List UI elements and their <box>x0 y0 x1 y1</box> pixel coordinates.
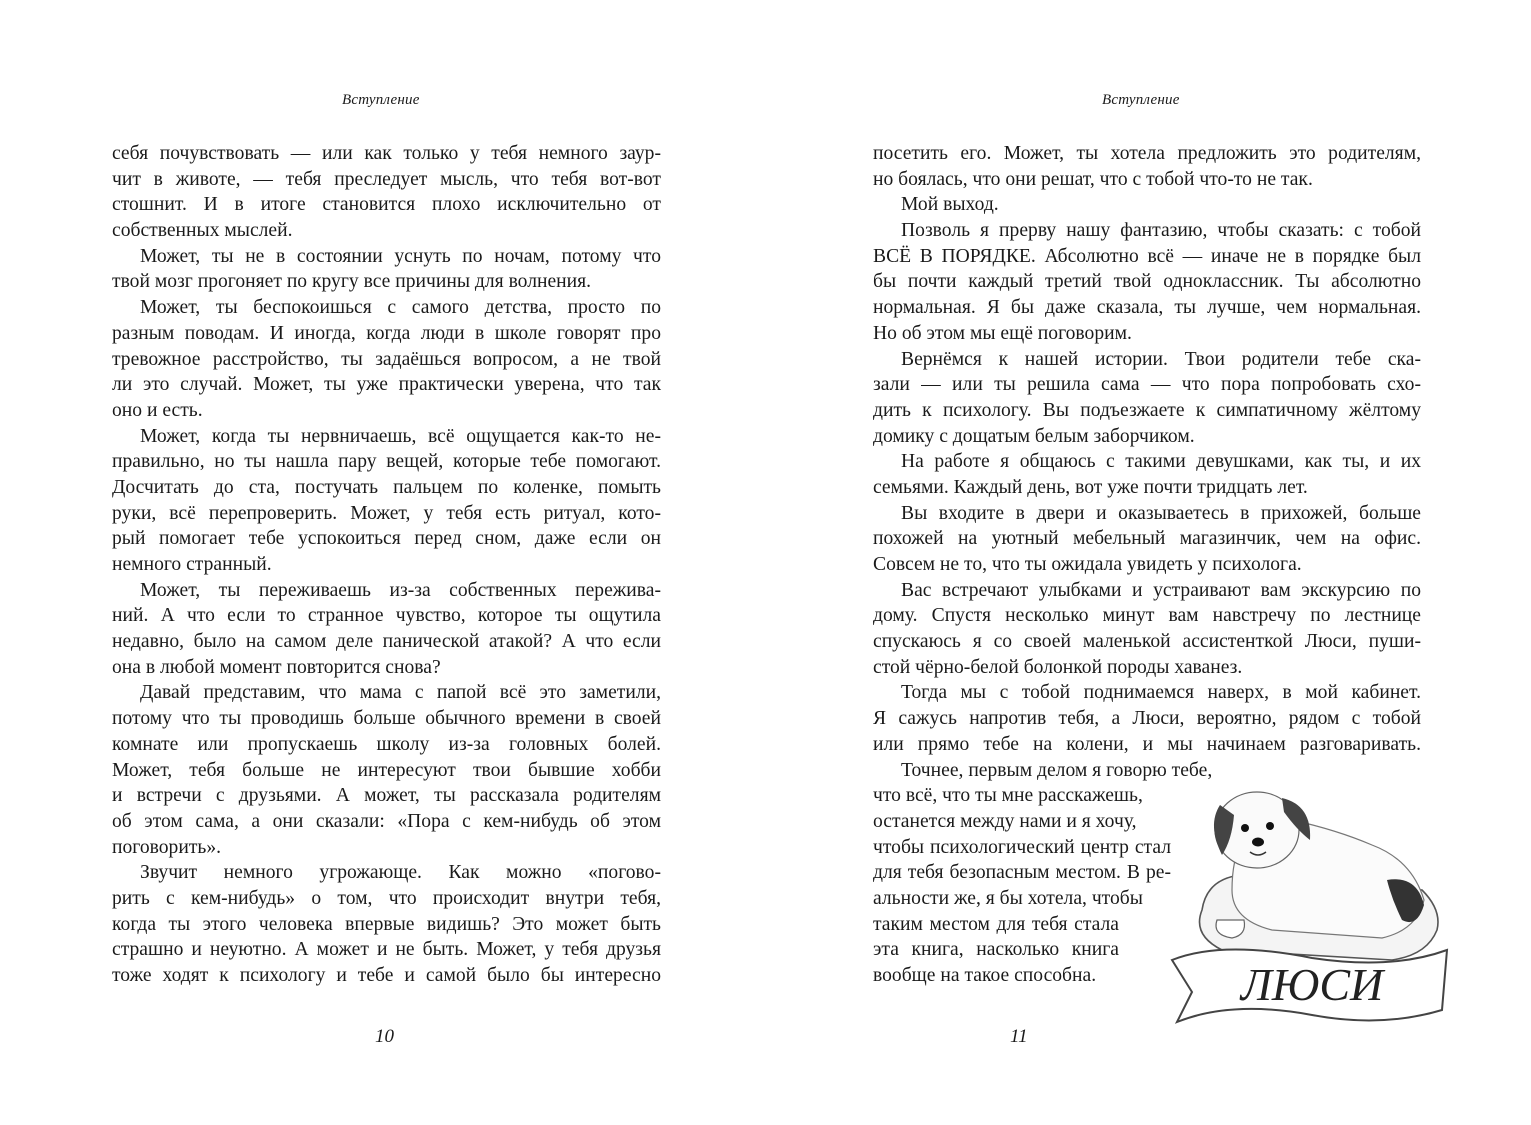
text-line: На работе я общаюсь с такими девушками, как ты, и их <box>901 451 1421 473</box>
dog-eye <box>1241 824 1249 832</box>
running-head-left: Вступление <box>342 92 420 108</box>
text-line: оно и есть. <box>112 399 203 421</box>
text-line: собственных мыслей. <box>112 220 293 242</box>
text-line: зали — или ты решила сама — что пора попробовать схо- <box>873 374 1421 396</box>
text-line: вообще на такое способна. <box>873 965 1097 986</box>
dog-illustration <box>1162 760 1462 1060</box>
text-line: останется между нами и я хочу, <box>873 810 1137 832</box>
text-line: комнате или пропускаешь школу из-за головных болей. <box>112 733 661 755</box>
text-line: она в любой момент повторится снова? <box>112 656 441 678</box>
text-line: тоже ходят к психологу и тебе и самой было бы интересно <box>112 965 661 986</box>
text-line: рить с кем-нибудь» о том, что происходит внутри тебя, <box>112 887 661 909</box>
text-line: Совсем не то, что ты ожидала увидеть у психолога. <box>873 554 1302 575</box>
text-line: дить к психологу. Вы подъезжаете к симпатичному жёлтому <box>873 399 1421 421</box>
text-line: Позволь я прерву нашу фантазию, чтобы сказать: с тобой <box>901 220 1421 242</box>
text-line: похожей на уютный мебельный магазинчик, чем на офис. <box>873 528 1421 550</box>
text-line: рый помогает тебе успокоиться перед сном, даже если он <box>112 528 661 550</box>
text-line: таким местом для тебя стала <box>873 913 1119 935</box>
left-page-text <box>112 141 661 989</box>
text-line: чит в животе, — тебя преследует мысль, что тебя вот-вот <box>112 168 661 190</box>
text-line: Тогда мы с тобой поднимаемся наверх, в мой кабинет. <box>901 682 1421 704</box>
text-line: чтобы психологический центр стал <box>873 836 1171 858</box>
text-line: когда ты этого человека впервые видишь? Это может быть <box>112 913 661 935</box>
dog-nose <box>1252 838 1264 847</box>
text-line: Давай представим, что мама с папой всё это заметили, <box>140 682 661 704</box>
text-line: домику с дощатым белым заборчиком. <box>873 425 1195 447</box>
text-line: посетить его. Может, ты хотела предложить это родителям, <box>873 143 1421 164</box>
text-line: что всё, что ты мне расскажешь, <box>873 785 1143 807</box>
wrap-around-text <box>873 758 1213 989</box>
text-line: немного странный. <box>112 554 272 575</box>
text-line: Может, тебя больше не интересуют твои бывшие хобби <box>112 759 661 781</box>
page-number-left: 10 <box>375 1026 394 1047</box>
text-line: тревожное расстройство, ты задаёшься вопросом, а не твой <box>112 348 661 370</box>
dog-eye <box>1266 822 1274 830</box>
text-line: об этом сама, а они сказали: «Пора с кем-нибудь об этом <box>112 810 661 832</box>
text-line: Досчитать до ста, постучать пальцем по коленке, помыть <box>112 476 661 498</box>
text-line: альности же, я бы хотела, чтобы <box>873 887 1143 909</box>
text-line: правильно, но ты нашла пару вещей, которые тебе помогают. <box>112 451 661 473</box>
text-line: Может, ты беспокоишься с самого детства, просто по <box>140 297 661 319</box>
text-line: или прямо тебе на колени, и мы начинаем разговаривать. <box>873 733 1421 755</box>
text-line: Вас встречают улыбками и устраивают вам экскурсию по <box>901 579 1421 601</box>
text-line: Я сажусь напротив тебя, а Люси, вероятно, рядом с тобой <box>873 708 1421 730</box>
text-line: но боялась, что они решат, что с тобой что-то не так. <box>873 168 1313 190</box>
text-line: Звучит немного угрожающе. Как можно «погово- <box>140 862 661 884</box>
text-line: спускаюсь я со своей маленькой ассистенткой Люси, пуши- <box>873 631 1421 653</box>
text-line: ВСЁ В ПОРЯДКЕ. Абсолютно всё — иначе не в порядке был <box>873 245 1421 267</box>
text-line: Может, ты не в состоянии уснуть по ночам, потому что <box>140 245 661 267</box>
text-line: ли это случай. Может, ты уже практически уверена, что так <box>112 374 661 396</box>
text-line: дому. Спустя несколько минут вам навстречу по лестнице <box>873 605 1421 627</box>
text-line: себя почувствовать — или как только у тебя немного заур- <box>112 143 661 164</box>
text-line: Может, ты переживаешь из-за собственных пережива- <box>140 579 661 601</box>
text-line: Точнее, первым делом я говорю тебе, <box>901 759 1213 781</box>
text-line: поговорить». <box>112 836 222 858</box>
text-line: руки, всё перепроверить. Может, у тебя есть ритуал, кото- <box>112 502 661 524</box>
text-line: страшно и неуютно. А может и не быть. Может, у тебя друзья <box>112 939 661 961</box>
text-line: для тебя безопасным местом. В ре- <box>873 862 1171 884</box>
text-line: разным поводам. И иногда, когда люди в школе говорят про <box>112 322 661 344</box>
left-page <box>0 0 765 1125</box>
text-line: нормальная. Я бы даже сказала, ты лучше, чем нормальная. <box>873 297 1421 319</box>
text-line: стой чёрно-белой болонкой породы хаванез. <box>873 656 1243 678</box>
text-line: Может, когда ты нервничаешь, всё ощущается как-то не- <box>140 425 661 447</box>
text-line: эта книга, насколько книга <box>873 939 1119 961</box>
text-line: Мой выход. <box>901 194 999 216</box>
text-line: и встречи с друзьями. А может, ты рассказала родителям <box>112 785 661 807</box>
text-line: семьями. Каждый день, вот уже почти тридцать лет. <box>873 476 1308 498</box>
text-line: Но об этом мы ещё поговорим. <box>873 322 1132 344</box>
ribbon-label: ЛЮСИ <box>1240 959 1384 1010</box>
text-line: Вернёмся к нашей истории. Твои родители тебе ска- <box>901 348 1421 370</box>
running-head-right: Вступление <box>1102 92 1180 108</box>
text-line: Вы входите в двери и оказываетесь в прихожей, больше <box>901 502 1421 524</box>
page-number-right: 11 <box>1010 1026 1028 1047</box>
text-line: ний. А что если то странное чувство, которое ты ощутила <box>112 605 661 627</box>
text-line: потому что ты проводишь больше обычного времени в своей <box>112 708 661 730</box>
text-line: бы почти каждый третий твой одноклассник. Ты абсолютно <box>873 271 1421 293</box>
text-line: твой мозг прогоняет по кругу все причины для волнения. <box>112 271 592 293</box>
text-line: стошнит. И в итоге становится плохо исключительно от <box>112 194 661 216</box>
text-line: недавно, было на самом деле панической атакой? А что если <box>112 631 661 653</box>
